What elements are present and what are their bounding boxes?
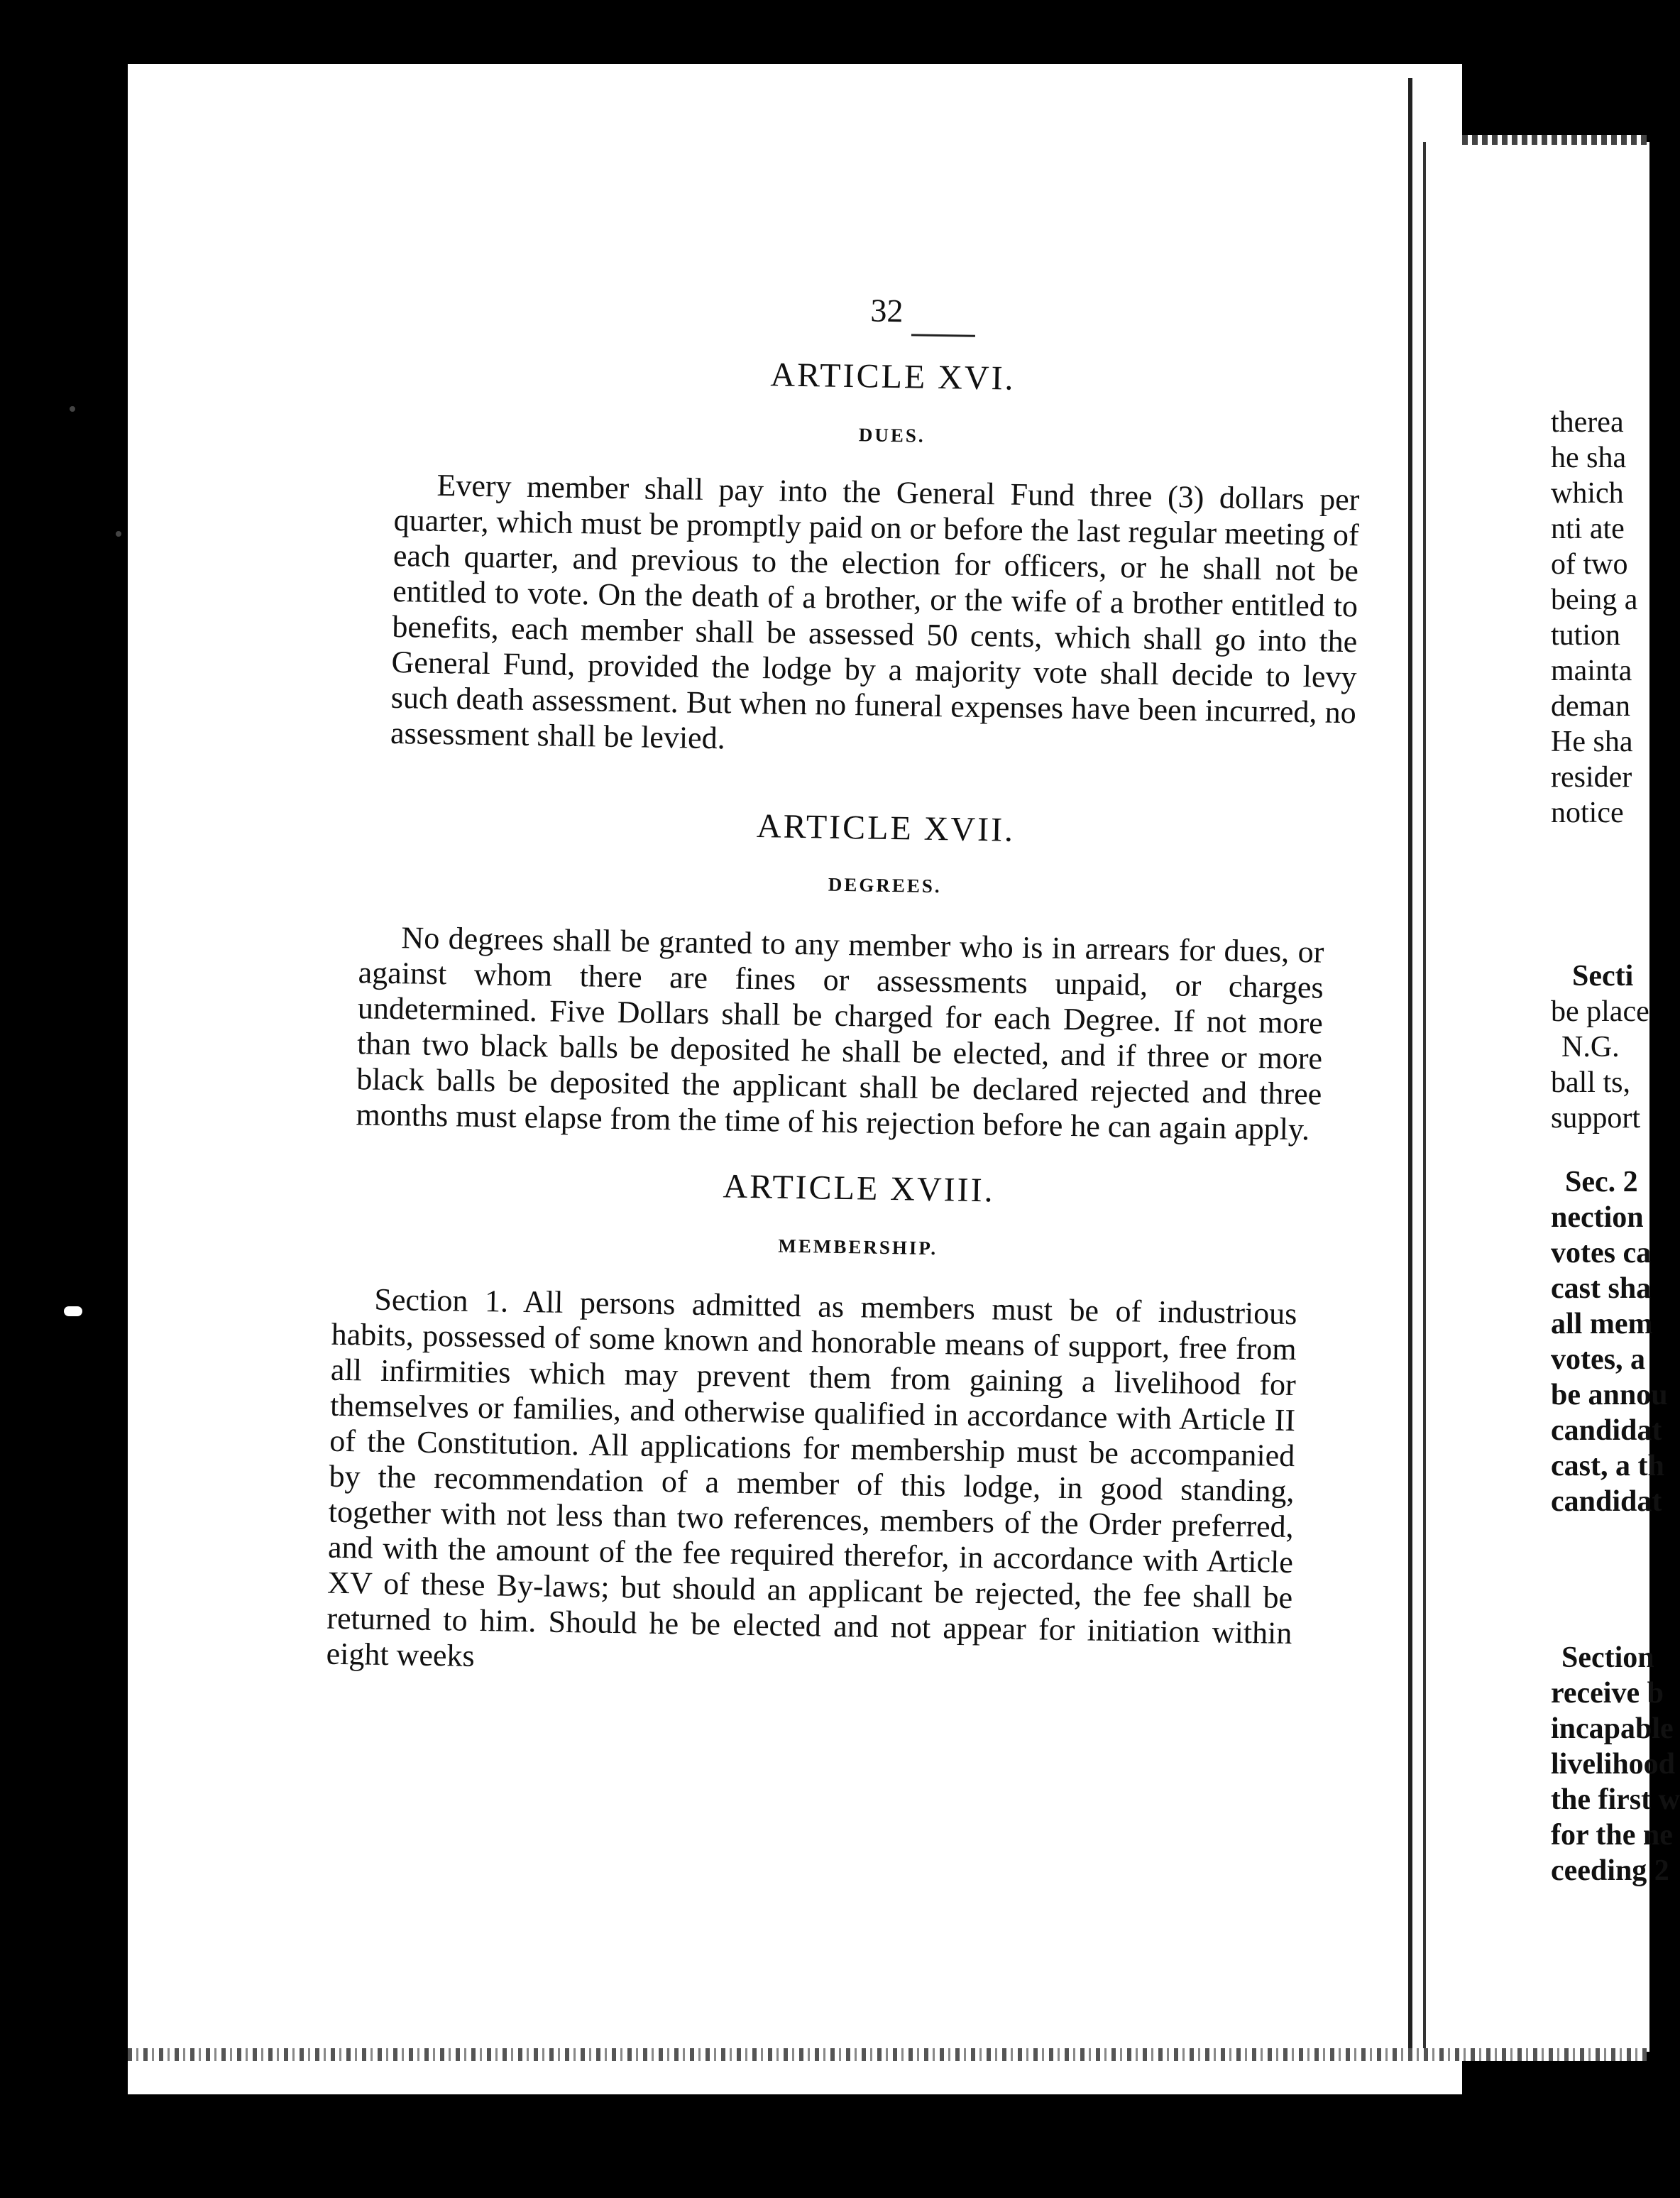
right-line: which: [1551, 477, 1624, 510]
right-line: be annou: [1551, 1379, 1668, 1411]
right-line: tution: [1551, 619, 1621, 652]
page-number-rule: [911, 334, 975, 337]
right-line: notice: [1551, 797, 1624, 829]
right-line: being a: [1551, 584, 1638, 616]
right-line: votes, a: [1551, 1343, 1645, 1376]
right-line: incapable: [1551, 1712, 1674, 1745]
right-line: mainta: [1551, 655, 1632, 687]
right-line: Sec. 2: [1565, 1166, 1638, 1198]
right-line: be place: [1551, 995, 1649, 1028]
scan-speck: [116, 531, 121, 537]
right-line: receive b: [1551, 1677, 1664, 1710]
right-line: all mem: [1551, 1308, 1653, 1340]
right-line: he sha: [1551, 442, 1627, 474]
right-line: ceeding 2: [1551, 1854, 1669, 1887]
right-line: N.G.: [1561, 1031, 1620, 1064]
right-line: livelihood: [1551, 1748, 1676, 1781]
right-line: cast, a th: [1551, 1450, 1664, 1482]
scan-speck: [64, 1306, 82, 1316]
article-18-subheading: MEMBERSHIP.: [778, 1235, 938, 1259]
scan-speck: [70, 406, 75, 412]
right-line: nection: [1551, 1201, 1644, 1234]
article-17-subheading: DEGREES.: [828, 873, 942, 897]
right-line: candidat: [1551, 1414, 1662, 1447]
right-line: He sha: [1551, 726, 1633, 758]
page-number: 32: [870, 292, 904, 329]
right-line: votes ca: [1551, 1237, 1652, 1269]
right-line: therea: [1551, 406, 1624, 439]
article-17-heading: ARTICLE XVII.: [756, 807, 1016, 849]
right-page-top-edge: [1462, 135, 1647, 145]
right-line: of two: [1551, 548, 1628, 581]
article-16-body: Every member shall pay into the General Fund three (3) dollars per quarter, which must be promptly paid on or before the last regular meeting of each quarter, and previous to the election for officers, or he shall not be entitled to vote. On the death of a brother, or the wife of a brother entitled to benefits, each member shall be assessed 50 cents, which shall go into the General Fund, provided the lodge by a majority vote shall decide to levy such death assessment. But when no funeral expenses have been incurred, no assessment shall be levied.: [390, 467, 1360, 756]
right-line: candidat: [1551, 1485, 1662, 1518]
article-18-body: Section 1. All persons admitted as members must be of industrious habits, possessed of some known and honorable means of support, free from all infirmities which may prevent them from gaining a livelihood for themselves or families, and otherwise qualified in accordance with Article II of the Constitution. All applications for membership must be accompanied by the recommendation of a member of this lodge, in good standing, together with not less than two references, members of the Order preferred, and with the amount of the fee required therefor, in accordance with Article XV of these By-laws; but should an applicant be rejected, the fee shall be returned to him. Should he be elected and not appear for initiation within eight weeks: [326, 1281, 1297, 1673]
article-18-heading: ARTICLE XVIII.: [723, 1167, 995, 1210]
right-line: for the ne: [1551, 1819, 1673, 1852]
right-line: cast sha: [1551, 1272, 1652, 1305]
right-line: the first w: [1551, 1783, 1680, 1816]
right-line: Secti: [1572, 960, 1634, 993]
article-16-heading: ARTICLE XVI.: [770, 356, 1016, 398]
page-bottom-edge: [128, 2048, 1647, 2061]
right-line: ball ts,: [1551, 1066, 1630, 1099]
right-line: resider: [1551, 761, 1632, 794]
right-line: deman: [1551, 690, 1630, 723]
right-line: Section: [1561, 1641, 1654, 1674]
right-line: support: [1551, 1102, 1640, 1134]
article-16-subheading: DUES.: [858, 424, 926, 447]
left-page-text: [326, 284, 1391, 1688]
right-line: nti ate: [1551, 513, 1625, 545]
article-17-body: No degrees shall be granted to any member who is in arrears for dues, or against whom there are fines or assessments unpaid, or charges undetermined. Five Dollars shall be charged for each Degree. If not more than two black balls be deposited he shall be elected, and if three or more black balls be deposited the applicant shall be declared rejected and three months must elapse from the time of his rejection before he can again apply.: [356, 920, 1324, 1147]
